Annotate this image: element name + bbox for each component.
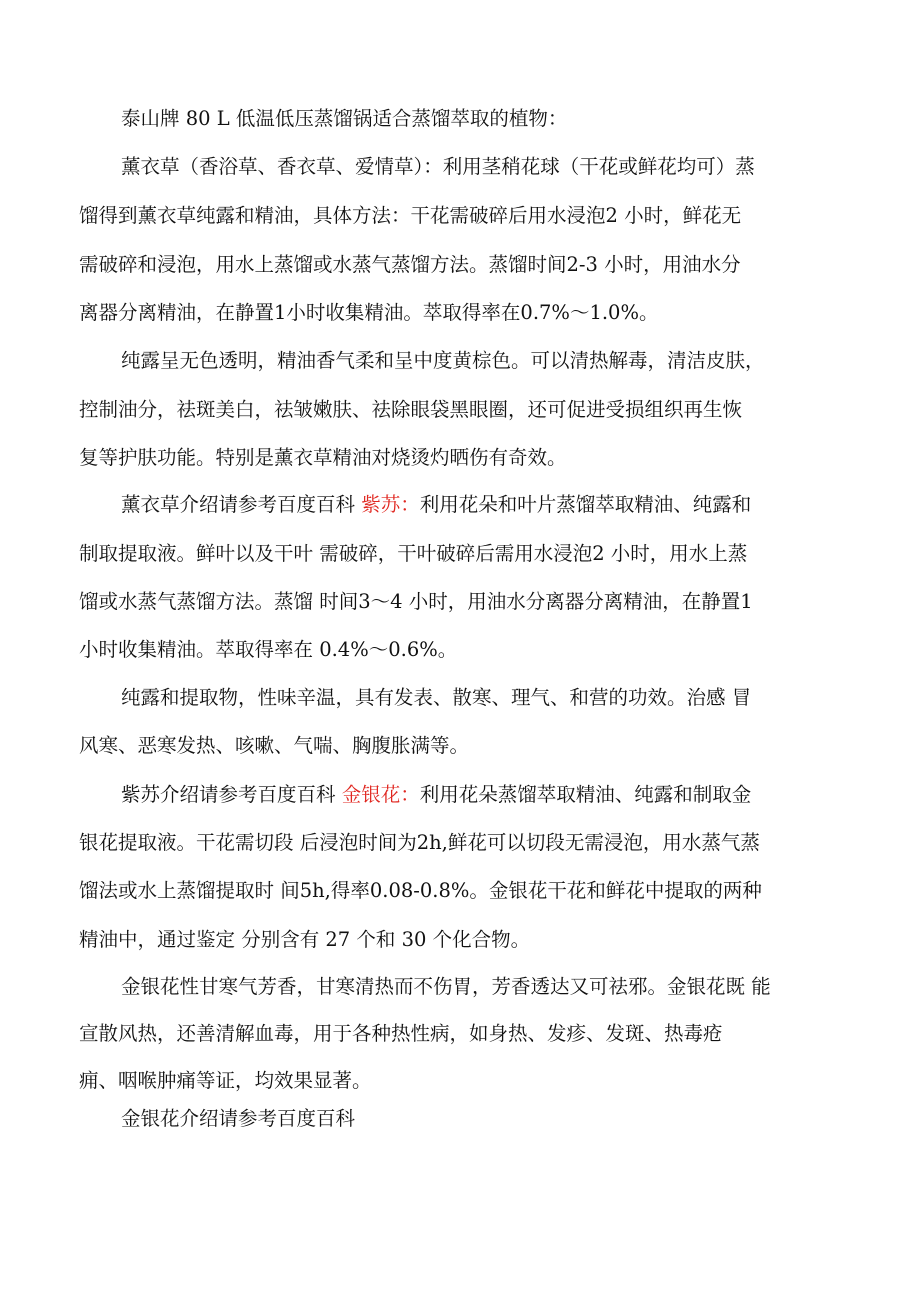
heading-line: 泰山牌 80 L 低温低压蒸馏锅适合蒸馏萃取的植物： [121, 107, 568, 130]
perilla-line-3: 馏或水蒸气蒸馏方法。蒸馏 时间3～4 小时，用油水分离器分离精油，在静置1 [79, 590, 753, 613]
lavender-line-2: 馏得到薰衣草纯露和精油，具体方法：干花需破碎后用水浸泡2 小时，鲜花无 [79, 204, 742, 227]
perilla-title: 紫苏： [361, 493, 420, 516]
perilla-line-1-text: 利用花朵和叶片蒸馏萃取精油、纯露和 [419, 493, 752, 516]
honeysuckle-effect-line-3: 痈、咽喉肿痛等证，均效果显著。 [79, 1069, 372, 1092]
honeysuckle-line-1 [121, 783, 751, 807]
honeysuckle-effect-line-2: 宣散风热，还善清解血毒，用于各种热性病，如身热、发疹、发斑、热毒疮 [79, 1022, 723, 1045]
perilla-line-4: 小时收集精油。萃取得率在 0.4%～0.6%。 [79, 638, 458, 661]
perilla-line-2: 制取提取液。鲜叶以及干叶 需破碎，干叶破碎后需用水浸泡2 小时，用水上蒸 [79, 542, 748, 565]
honeysuckle-effect-line-1: 金银花性甘寒气芳香，甘寒清热而不伤胃，芳香透达又可祛邪。金银花既 能 [121, 975, 771, 998]
perilla-line-1 [121, 493, 751, 517]
honeysuckle-line-3: 馏法或水上蒸馏提取时 间5h,得率0.08-0.8%。金银花干花和鲜花中提取的两种 [79, 879, 762, 902]
lavender-reference: 薰衣草介绍请参考百度百科 [121, 493, 362, 516]
honeysuckle-line-4: 精油中，通过鉴定 分别含有 27 个和 30 个化合物。 [79, 928, 531, 951]
honeysuckle-title: 金银花： [341, 783, 420, 806]
perilla-effect-line-2: 风寒、恶寒发热、咳嗽、气喘、胸腹胀满等。 [79, 734, 470, 757]
lavender-line-4: 离器分离精油，在静置1小时收集精油。萃取得率在0.7%～1.0%。 [79, 301, 659, 324]
honeysuckle-line-1-text: 利用花朵蒸馏萃取精油、纯露和制取金 [419, 783, 752, 806]
perilla-reference: 紫苏介绍请参考百度百科 [121, 783, 342, 806]
lavender-effect-line-2: 控制油分，祛斑美白，祛皱嫩肤、祛除眼袋黑眼圈，还可促进受损组织再生恢 [79, 398, 743, 421]
honeysuckle-reference: 金银花介绍请参考百度百科 [121, 1107, 356, 1130]
lavender-line-1: 薰衣草（香浴草、香衣草、爱情草）：利用茎稍花球（干花或鲜花均可）蒸 [121, 155, 755, 178]
lavender-effect-line-1: 纯露呈无色透明，精油香气柔和呈中度黄棕色。可以清热解毒，清洁皮肤， [121, 349, 765, 372]
honeysuckle-line-2: 银花提取液。干花需切段 后浸泡时间为2h,鲜花可以切段无需浸泡，用水蒸气蒸 [79, 831, 760, 854]
perilla-effect-line-1: 纯露和提取物，性味辛温，具有发表、散寒、理气、和营的功效。治感 冒 [121, 686, 752, 709]
lavender-line-3: 需破碎和浸泡，用水上蒸馏或水蒸气蒸馏方法。蒸馏时间2-3 小时，用油水分 [79, 253, 741, 276]
lavender-effect-line-3: 复等护肤功能。特别是薰衣草精油对烧烫灼晒伤有奇效。 [79, 446, 567, 469]
